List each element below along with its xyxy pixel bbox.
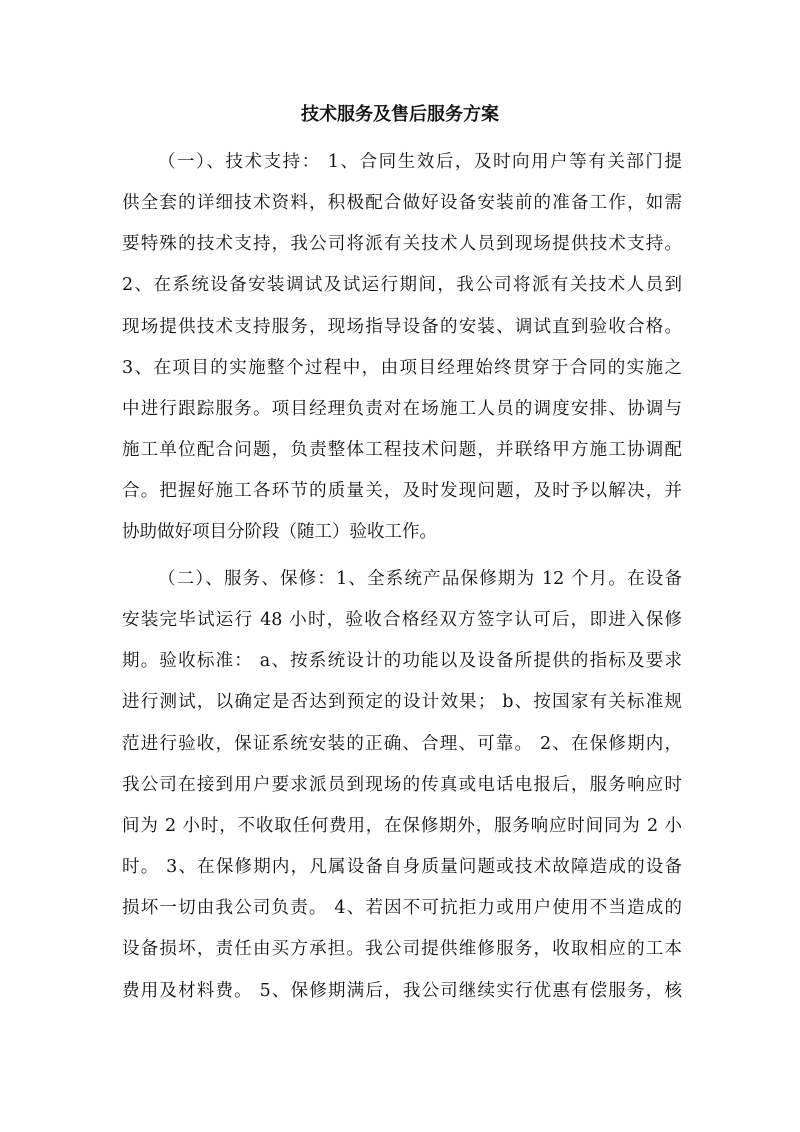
paragraph-line: 进行测试，以确定是否达到预定的设计效果； b、按国家有关标准规 <box>122 692 682 712</box>
paragraph-line: 我公司在接到用户要求派员到现场的传真或电话电报后，服务响应时 <box>122 775 682 795</box>
paragraph-line: 安装完毕试运行 48 小时，验收合格经双方签字认可后，即进入保修 <box>122 610 682 630</box>
paragraph-line: 时。 3、在保修期内，凡属设备自身质量问题或技术故障造成的设备 <box>122 857 682 877</box>
paragraph-line: 施工单位配合问题，负责整体工程技术问题，并联络甲方施工协调配 <box>122 440 682 460</box>
paragraph-line: 间为 2 小时，不收取任何费用，在保修期外，服务响应时间同为 2 小 <box>122 816 682 836</box>
paragraph-line: 现场提供技术支持服务，现场指导设备的安装、调试直到验收合格。 <box>122 317 682 337</box>
paragraph-line: 设备损坏，责任由买方承担。我公司提供维修服务，收取相应的工本 <box>122 939 682 959</box>
paragraph-line: 范进行验收，保证系统安装的正确、合理、可靠。 2、在保修期内， <box>122 734 682 754</box>
paragraph-line: 协助做好项目分阶段（随工）验收工作。 <box>122 522 437 542</box>
paragraph-line: 期。验收标准： a、按系统设计的功能以及设备所提供的指标及要求 <box>122 651 682 671</box>
paragraph-line: 2、在系统设备安装调试及试运行期间，我公司将派有关技术人员到 <box>122 275 682 295</box>
document-title: 技术服务及售后服务方案 <box>301 104 499 125</box>
paragraph-line: 3、在项目的实施整个过程中，由项目经理始终贯穿于合同的实施之 <box>122 358 682 378</box>
paragraph-line: 合。把握好施工各环节的质量关，及时发现问题，及时予以解决，并 <box>122 481 682 501</box>
paragraph-line: 费用及材料费。 5、保修期满后，我公司继续实行优惠有偿服务，核 <box>122 981 682 1001</box>
paragraph-line: 要特殊的技术支持，我公司将派有关技术人员到现场提供技术支持。 <box>122 234 682 254</box>
paragraph-line: （一）、技术支持： 1、合同生效后，及时向用户等有关部门提 <box>158 152 682 172</box>
paragraph-line: 中进行跟踪服务。项目经理负责对在场施工人员的调度安排、协调与 <box>122 399 682 419</box>
paragraph-line: 损坏一切由我公司负责。 4、若因不可抗拒力或用户使用不当造成的 <box>122 898 682 918</box>
paragraph-line: （二）、服务、保修：1、全系统产品保修期为 12 个月。在设备 <box>158 569 682 589</box>
paragraph-line: 供全套的详细技术资料，积极配合做好设备安装前的准备工作，如需 <box>122 193 682 213</box>
